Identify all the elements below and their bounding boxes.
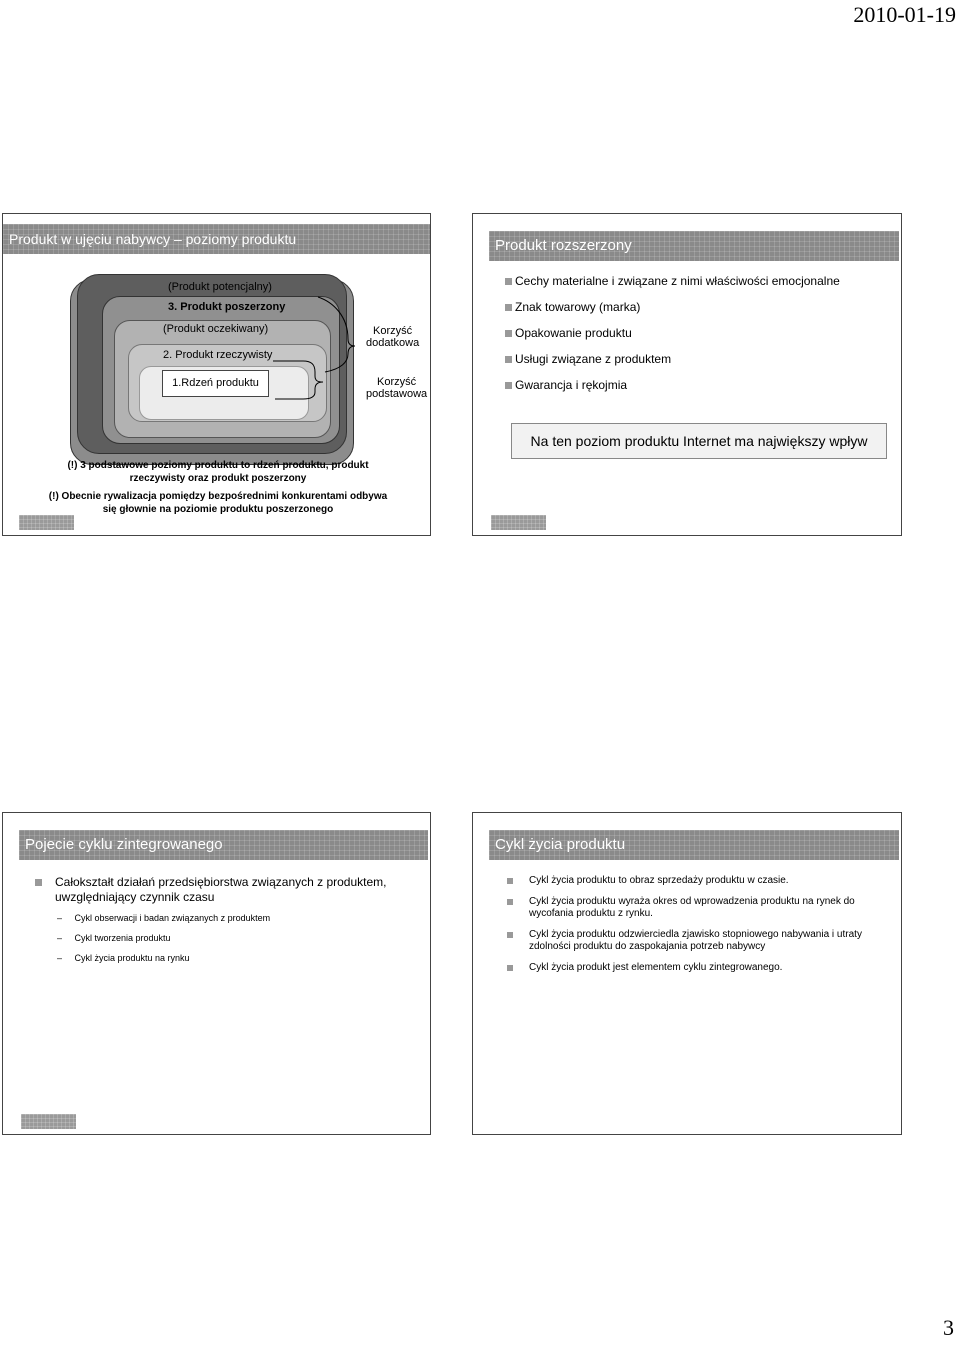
slide-extended-product (472, 213, 902, 536)
document-date: 2010-01-19 (853, 2, 956, 27)
label-benefit-basic: Korzyść podstawowa (366, 376, 428, 400)
bullet-icon (505, 304, 512, 311)
slide-product-life-cycle (472, 812, 902, 1135)
slide-title: Produkt w ujęciu nabywcy – poziomy produktu (3, 224, 430, 254)
slide-title: Pojecie cyklu zintegrowanego (19, 830, 428, 860)
bullet-icon (507, 878, 513, 884)
list-item: Cykl życia produktu odzwierciedla zjawisko stopniowego nabywania i utraty zdolności produktu do zaspokajania potrzeb nabywcy (499, 929, 899, 953)
label-expected: (Produkt oczekiwany) (163, 323, 269, 335)
note-three-levels: (!) 3 podstawowe poziomy produktu to rdzeń produktu, produkt rzeczywisty oraz produkt poszerzony (67, 460, 369, 484)
slide-product-levels (2, 213, 431, 536)
slide-footer-bar (491, 515, 546, 530)
page-number: 3 (943, 1315, 954, 1340)
slide-integrated-cycle (2, 812, 431, 1135)
list-item: Usługi związane z produktem (505, 352, 840, 366)
slide-title: Produkt rozszerzony (489, 231, 899, 261)
bullet-icon (35, 879, 42, 886)
list-item: – Cykl życia produktu na rynku (57, 953, 190, 963)
list-item: Cykl życia produktu to obraz sprzedaży produktu w czasie. (499, 875, 899, 887)
bullet-icon (505, 356, 512, 363)
list-item: – Cykl obserwacji i badan związanych z produktem (57, 913, 271, 923)
bullet-icon (505, 278, 512, 285)
list-item: Znak towarowy (marka) (505, 300, 840, 314)
extended-features-list (505, 274, 840, 404)
slide-footer-bar (21, 1114, 76, 1129)
life-cycle-list (499, 875, 899, 983)
list-item: Cechy materialne i związane z nimi właściwości emocjonalne (505, 274, 840, 288)
slide-footer-bar (19, 515, 74, 530)
label-level1: 1.Rdzeń produktu (162, 370, 269, 397)
bullet-icon (505, 330, 512, 337)
list-item: Cykl życia produkt jest elementem cyklu zintegrowanego. (499, 962, 899, 974)
list-item: Opakowanie produktu (505, 326, 840, 340)
label-level3: 3. Produkt poszerzony (168, 301, 286, 313)
label-potential: (Produkt potencjalny) (168, 281, 272, 293)
list-item: – Cykl tworzenia produktu (57, 933, 171, 943)
bullet-icon (507, 932, 513, 938)
label-level2: 2. Produkt rzeczywisty (163, 349, 273, 361)
list-item: Gwarancja i rękojmia (505, 378, 840, 392)
internet-callout: Na ten poziom produktu Internet ma największy wpływ (511, 423, 887, 459)
bullet-icon (507, 965, 513, 971)
bullet-icon (505, 382, 512, 389)
note-competition: (!) Obecnie rywalizacja pomiędzy bezpośrednimi konkurentami odbywa się głownie na poziomie produktu poszerzonego (48, 491, 388, 515)
list-item: Cykl życia produktu wyraża okres od wprowadzenia produktu na rynek do wycofania produktu z rynku. (499, 896, 899, 920)
bullet-icon (507, 899, 513, 905)
slide-title: Cykl życia produktu (489, 830, 899, 860)
integrated-cycle-definition: Całokształt działań przedsiębiorstwa związanych z produktem, uwzględniający czynnik czasu (35, 875, 425, 905)
cycle-sublist (57, 913, 270, 963)
label-benefit-additional: Korzyść dodatkowa (366, 325, 420, 349)
